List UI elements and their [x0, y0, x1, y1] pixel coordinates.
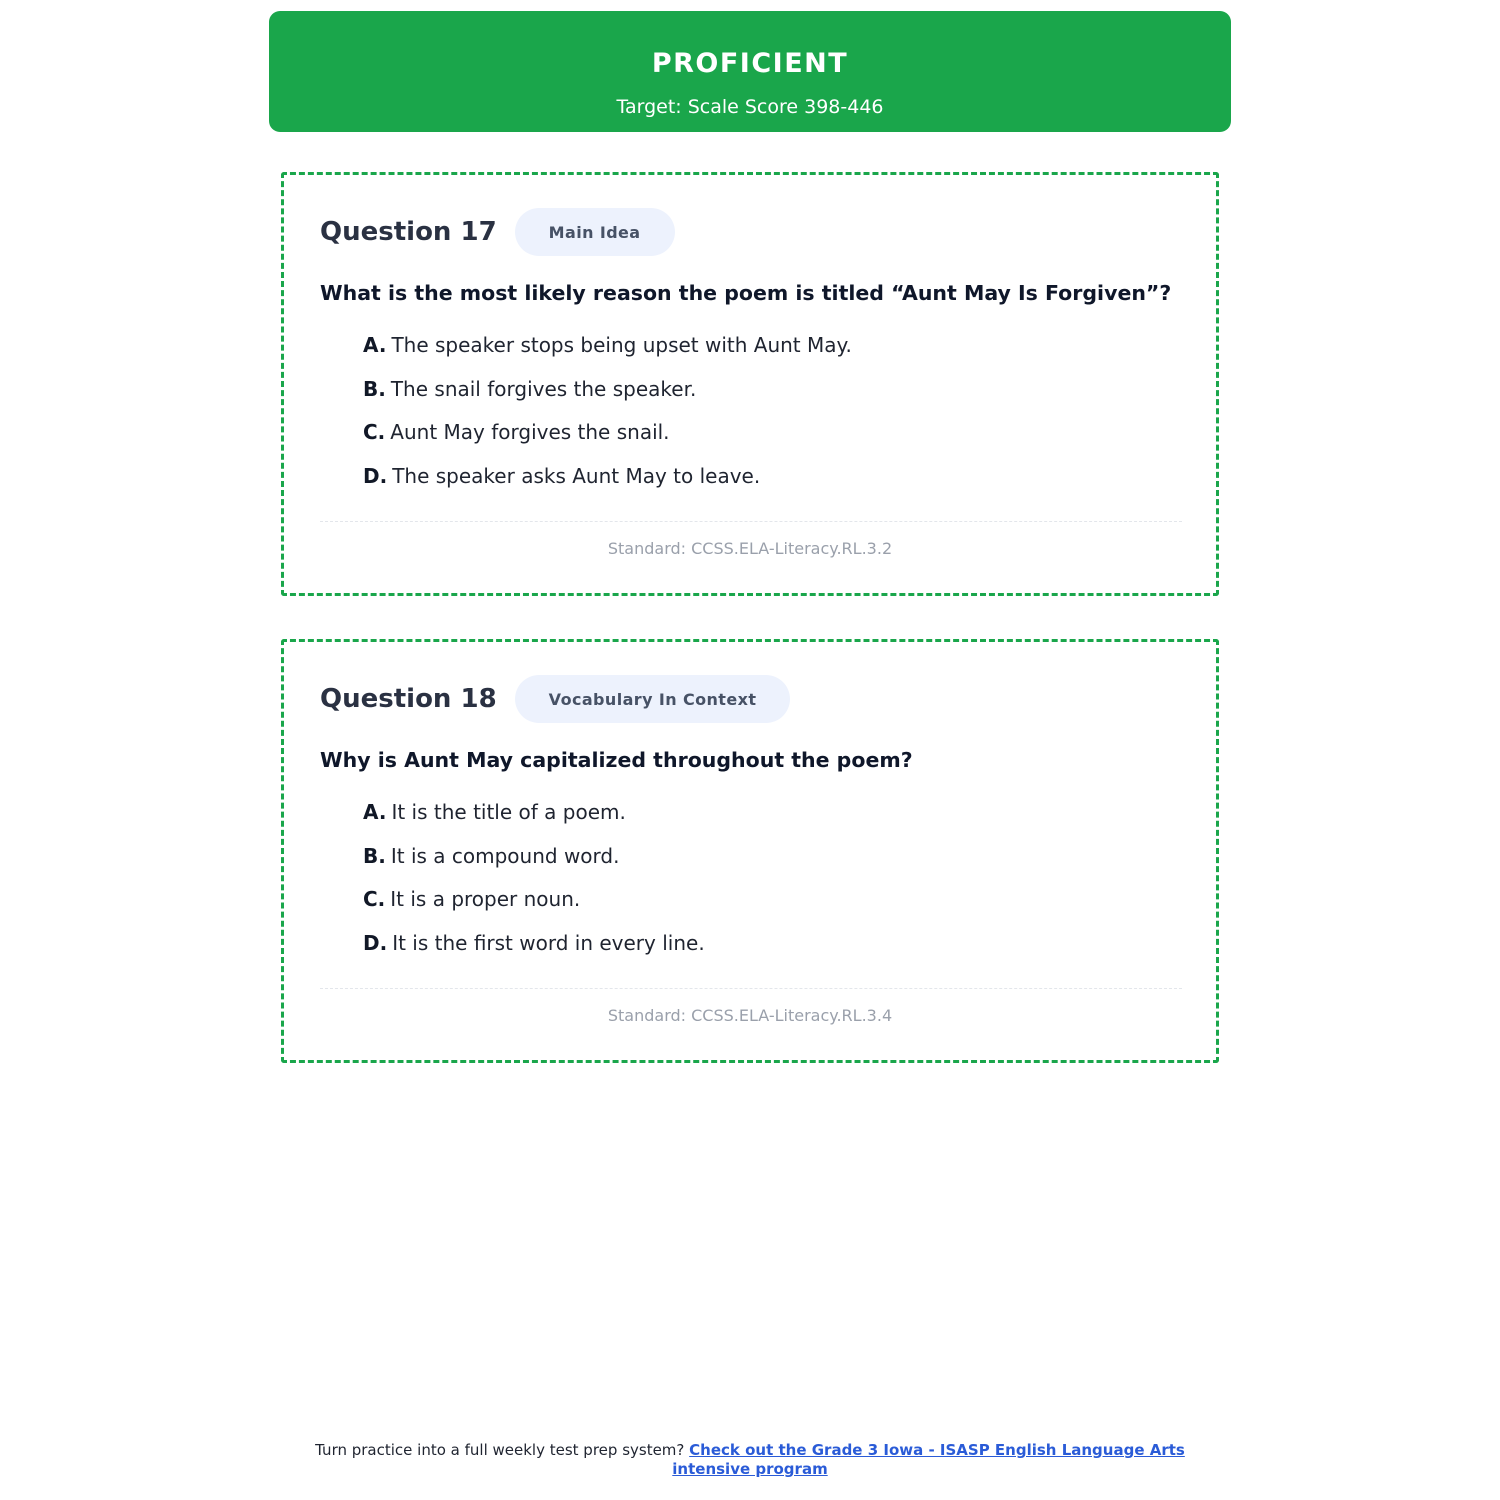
banner-title: PROFICIENT [651, 48, 849, 79]
choice-letter: C. [363, 887, 386, 912]
answer-choices [363, 331, 852, 506]
proficiency-banner [269, 11, 1231, 132]
banner-subtitle: Target: Scale Score 398-446 [616, 96, 884, 118]
card-divider [320, 988, 1182, 989]
choice-text: It is a proper noun. [390, 887, 581, 912]
footer-promo [290, 1441, 1210, 1479]
question-number: Question 17 [320, 217, 497, 247]
standard-label: Standard: CCSS.ELA-Literacy.RL.3.2 [607, 539, 893, 558]
choice-letter: D. [363, 931, 388, 956]
answer-choice-c[interactable] [363, 885, 705, 929]
choice-text: The speaker stops being upset with Aunt May. [391, 333, 852, 357]
choice-text: The snail forgives the speaker. [390, 376, 697, 401]
card-divider [320, 521, 1182, 522]
answer-choice-d[interactable] [363, 462, 852, 506]
choice-letter: B. [363, 843, 386, 868]
question-header [320, 674, 790, 724]
footer-text: Turn practice into a full weekly test prep system? [315, 1441, 685, 1459]
question-skill-tag: Vocabulary In Context [515, 675, 791, 723]
answer-choice-b[interactable] [363, 375, 852, 419]
choice-letter: A. [363, 800, 387, 824]
question-card-17 [281, 172, 1219, 596]
choice-letter: A. [363, 333, 387, 357]
choice-text: The speaker asks Aunt May to leave. [392, 464, 761, 489]
answer-choices [363, 798, 705, 973]
question-card-18 [281, 639, 1219, 1063]
program-link[interactable]: Check out the Grade 3 Iowa - ISASP English Language Arts intensive program [672, 1441, 1185, 1478]
answer-choice-c[interactable] [363, 418, 852, 462]
question-number: Question 18 [320, 684, 497, 714]
choice-text: It is the first word in every line. [392, 931, 705, 956]
question-text: What is the most likely reason the poem is titled “Aunt May Is Forgiven”? [320, 281, 1172, 305]
question-skill-tag: Main Idea [515, 208, 675, 256]
choice-letter: D. [363, 464, 388, 489]
choice-letter: C. [363, 420, 386, 445]
answer-choice-a[interactable] [363, 798, 705, 842]
question-header [320, 207, 675, 257]
standard-label: Standard: CCSS.ELA-Literacy.RL.3.4 [607, 1006, 893, 1025]
choice-text: Aunt May forgives the snail. [390, 420, 670, 445]
answer-choice-d[interactable] [363, 929, 705, 973]
answer-choice-b[interactable] [363, 842, 705, 886]
choice-text: It is a compound word. [390, 843, 620, 868]
answer-choice-a[interactable] [363, 331, 852, 375]
question-text: Why is Aunt May capitalized throughout the poem? [320, 748, 913, 772]
choice-letter: B. [363, 376, 386, 401]
choice-text: It is the title of a poem. [391, 800, 626, 824]
